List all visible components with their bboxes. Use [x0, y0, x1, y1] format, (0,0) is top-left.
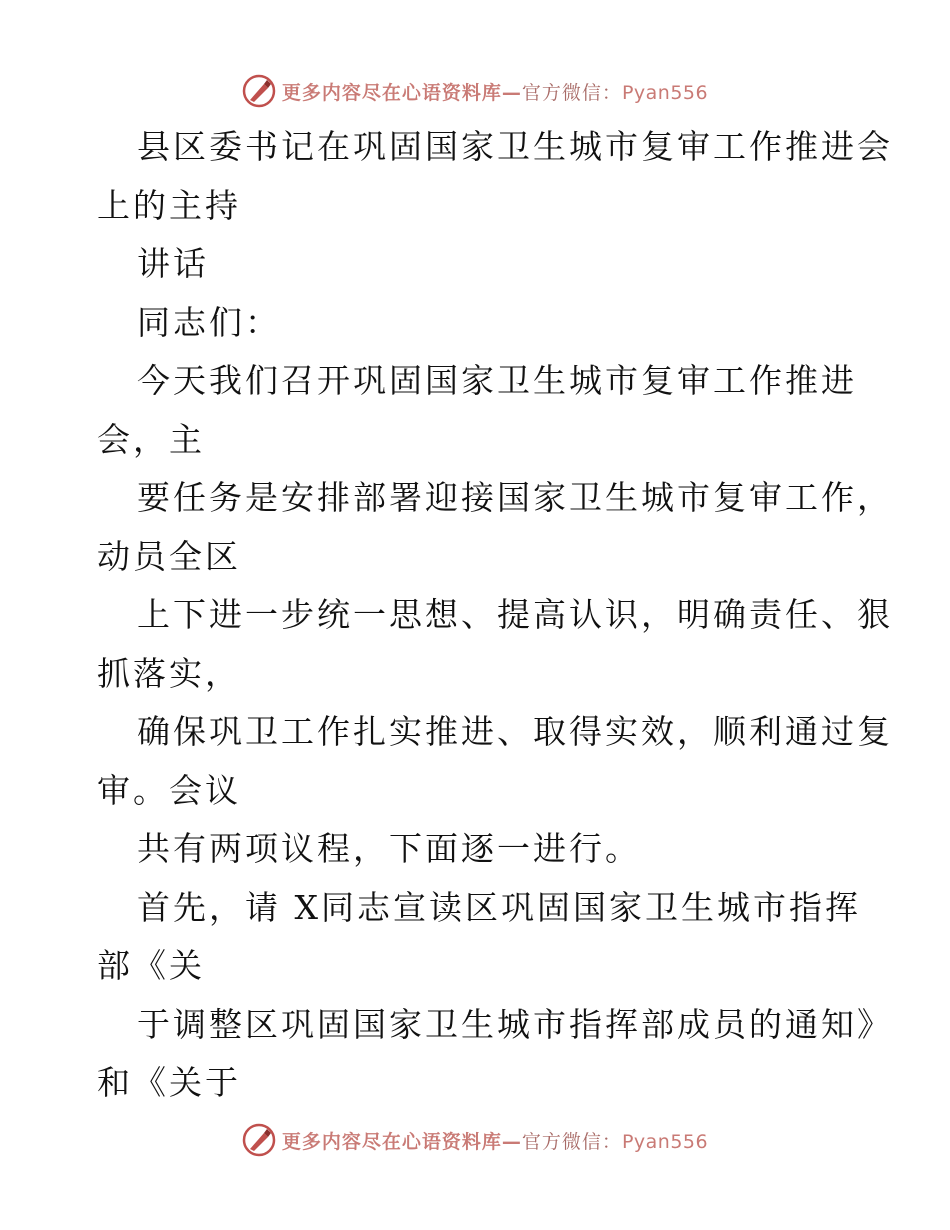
- watermark-brand: 更多内容尽在心语资料库: [281, 81, 502, 104]
- document-body: [97, 118, 893, 1113]
- watermark-dash: —: [501, 1130, 522, 1153]
- text-line: 首先，请 X同志宣读区巩固国家卫生城市指挥: [137, 887, 861, 927]
- text-line: 和《关于: [97, 1063, 241, 1102]
- watermark-dash: —: [501, 81, 522, 104]
- watermark-official: 官方微信：: [521, 1130, 622, 1153]
- watermark-id: Pyan556: [621, 81, 709, 104]
- text-line: 部《关: [97, 946, 205, 985]
- text-line: 审。会议: [97, 770, 241, 810]
- text-line: 上下进一步统一思想、提高认识，明确责任、狠: [137, 595, 893, 634]
- text-line: 要任务是安排部署迎接国家卫生城市复审工作，: [137, 478, 893, 517]
- text-line: 同志们：: [137, 302, 281, 342]
- watermark-id: Pyan556: [621, 1130, 709, 1153]
- header-watermark: [0, 71, 950, 111]
- text-line: 动员全区: [97, 536, 241, 576]
- watermark-text: [282, 78, 708, 105]
- text-line: 县区委书记在巩固国家卫生城市复审工作推进会: [137, 127, 893, 166]
- footer-watermark: [0, 1120, 950, 1160]
- watermark-brand: 更多内容尽在心语资料库: [281, 1130, 502, 1153]
- text-line: 讲话: [137, 244, 209, 283]
- text-line: 于调整区巩固国家卫生城市指挥部成员的通知》: [137, 1004, 893, 1044]
- text-line: 抓落实，: [97, 653, 241, 693]
- text-line: 上的主持: [97, 185, 241, 225]
- text-line: 会，主: [97, 419, 205, 459]
- text-line: 共有两项议程，下面逐一进行。: [137, 829, 641, 868]
- text-line: 今天我们召开巩固国家卫生城市复审工作推进: [137, 361, 857, 400]
- pen-logo-icon: [242, 1123, 276, 1157]
- watermark-text: [282, 1127, 708, 1154]
- watermark-official: 官方微信：: [521, 81, 622, 104]
- pen-logo-icon: [242, 74, 276, 108]
- text-line: 确保巩卫工作扎实推进、取得实效，顺利通过复: [137, 712, 893, 751]
